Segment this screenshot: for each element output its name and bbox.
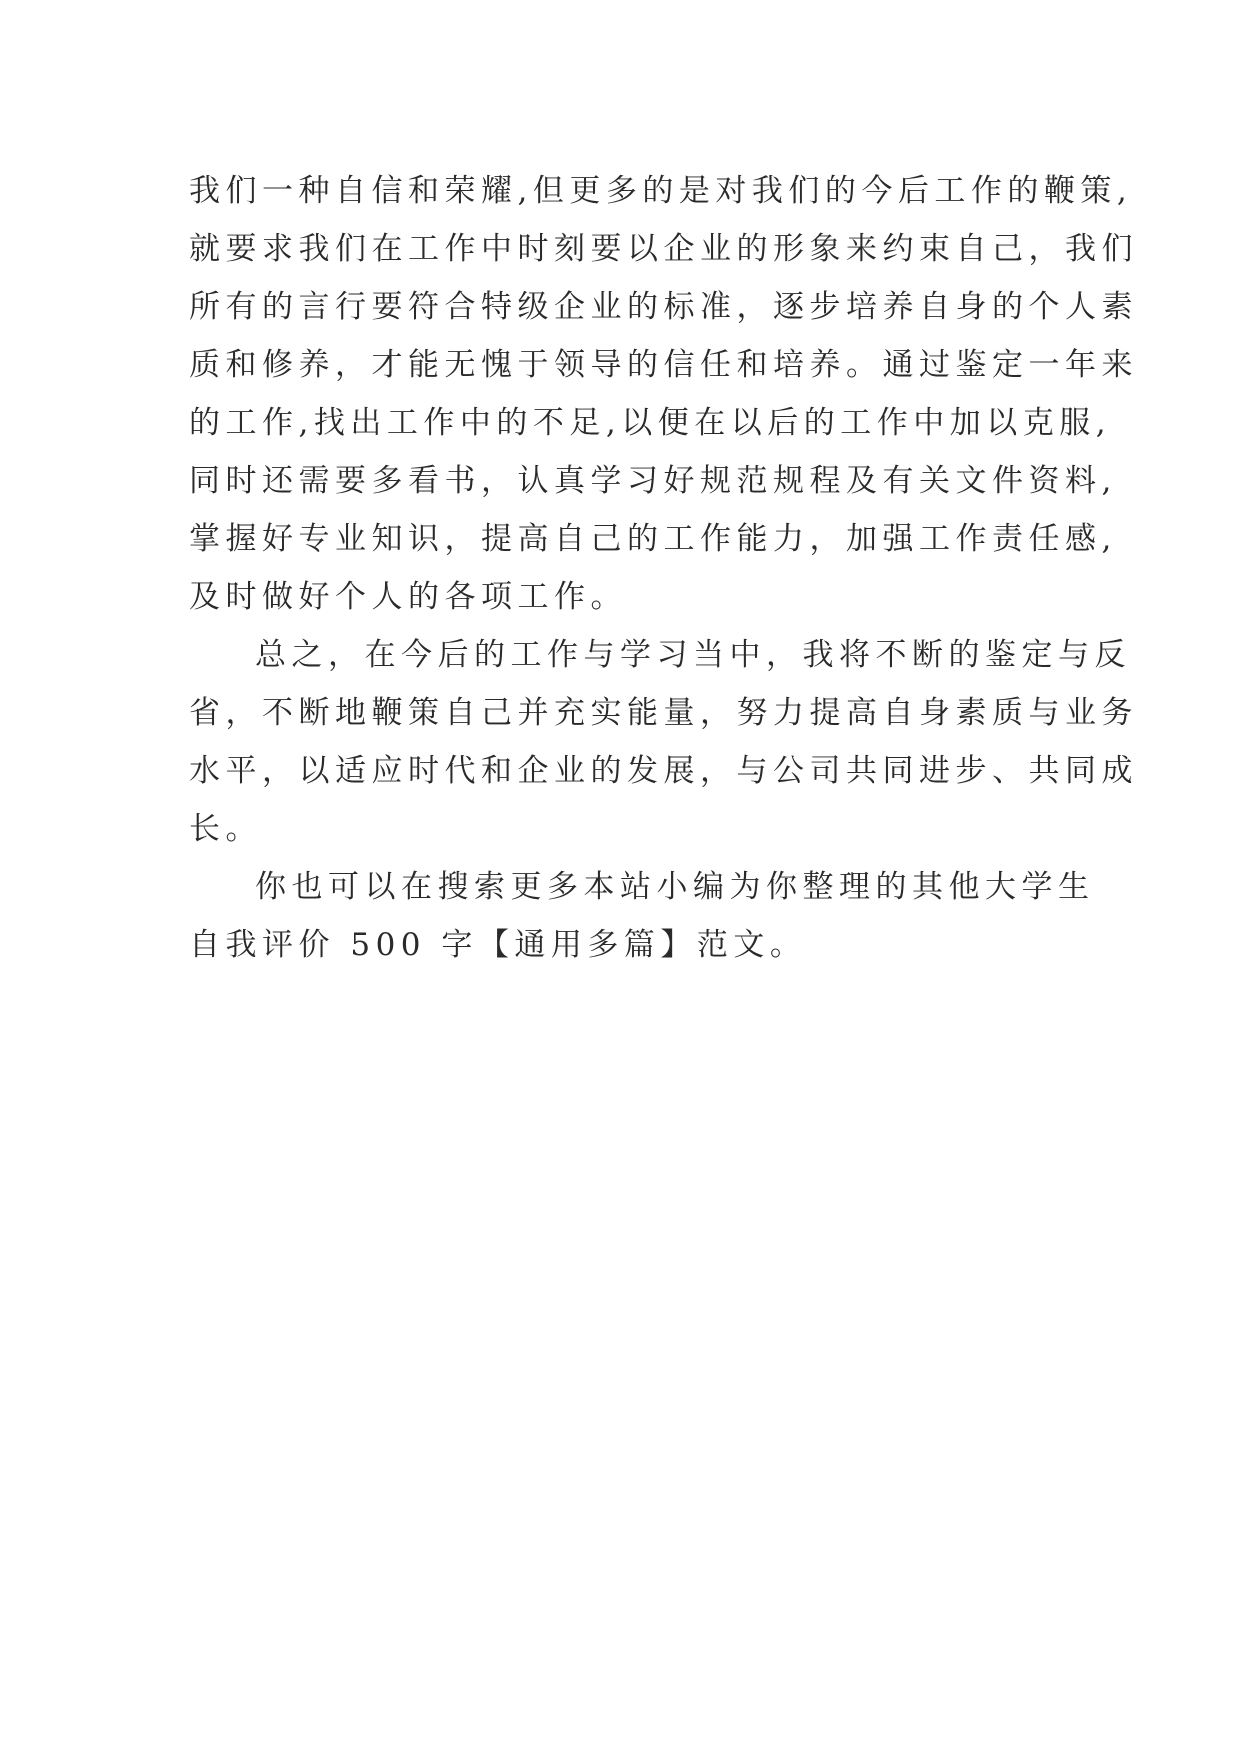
- text-line: 所有的言行要符合特级企业的标准，逐步培养自身的个人素: [189, 289, 1138, 325]
- text-line: 我们一种自信和荣耀,但更多的是对我们的今后工作的鞭策,: [189, 173, 1133, 209]
- document-body: [189, 162, 1138, 974]
- text-line: 掌握好专业知识，提高自己的工作能力，加强工作责任感,: [189, 521, 1117, 557]
- text-line: 的工作,找出工作中的不足,以便在以后的工作中加以克服,: [189, 405, 1112, 441]
- text-line: 质和修养，才能无愧于领导的信任和培养。通过鉴定一年来: [189, 347, 1138, 383]
- text-line: 自我评价 500 字【通用多篇】范文。: [189, 927, 807, 963]
- text-line: 同时还需要多看书，认真学习好规范规程及有关文件资料,: [189, 463, 1117, 499]
- text-line: 就要求我们在工作中时刻要以企业的形象来约束自己，我们: [189, 231, 1138, 267]
- text-line: 总之，在今后的工作与学习当中，我将不断的鉴定与反: [255, 637, 1131, 673]
- paragraph-summary: [189, 626, 1138, 858]
- text-line: 长。: [189, 811, 262, 847]
- text-line: 省，不断地鞭策自己并充实能量，努力提高自身素质与业务: [189, 695, 1138, 731]
- paragraph-closing-note: [189, 858, 1095, 974]
- text-line: 及时做好个人的各项工作。: [189, 579, 627, 615]
- text-line: 水平，以适应时代和企业的发展，与公司共同进步、共同成: [189, 753, 1138, 789]
- paragraph-continuation: [189, 162, 1138, 626]
- text-line: 你也可以在搜索更多本站小编为你整理的其他大学生: [255, 869, 1095, 905]
